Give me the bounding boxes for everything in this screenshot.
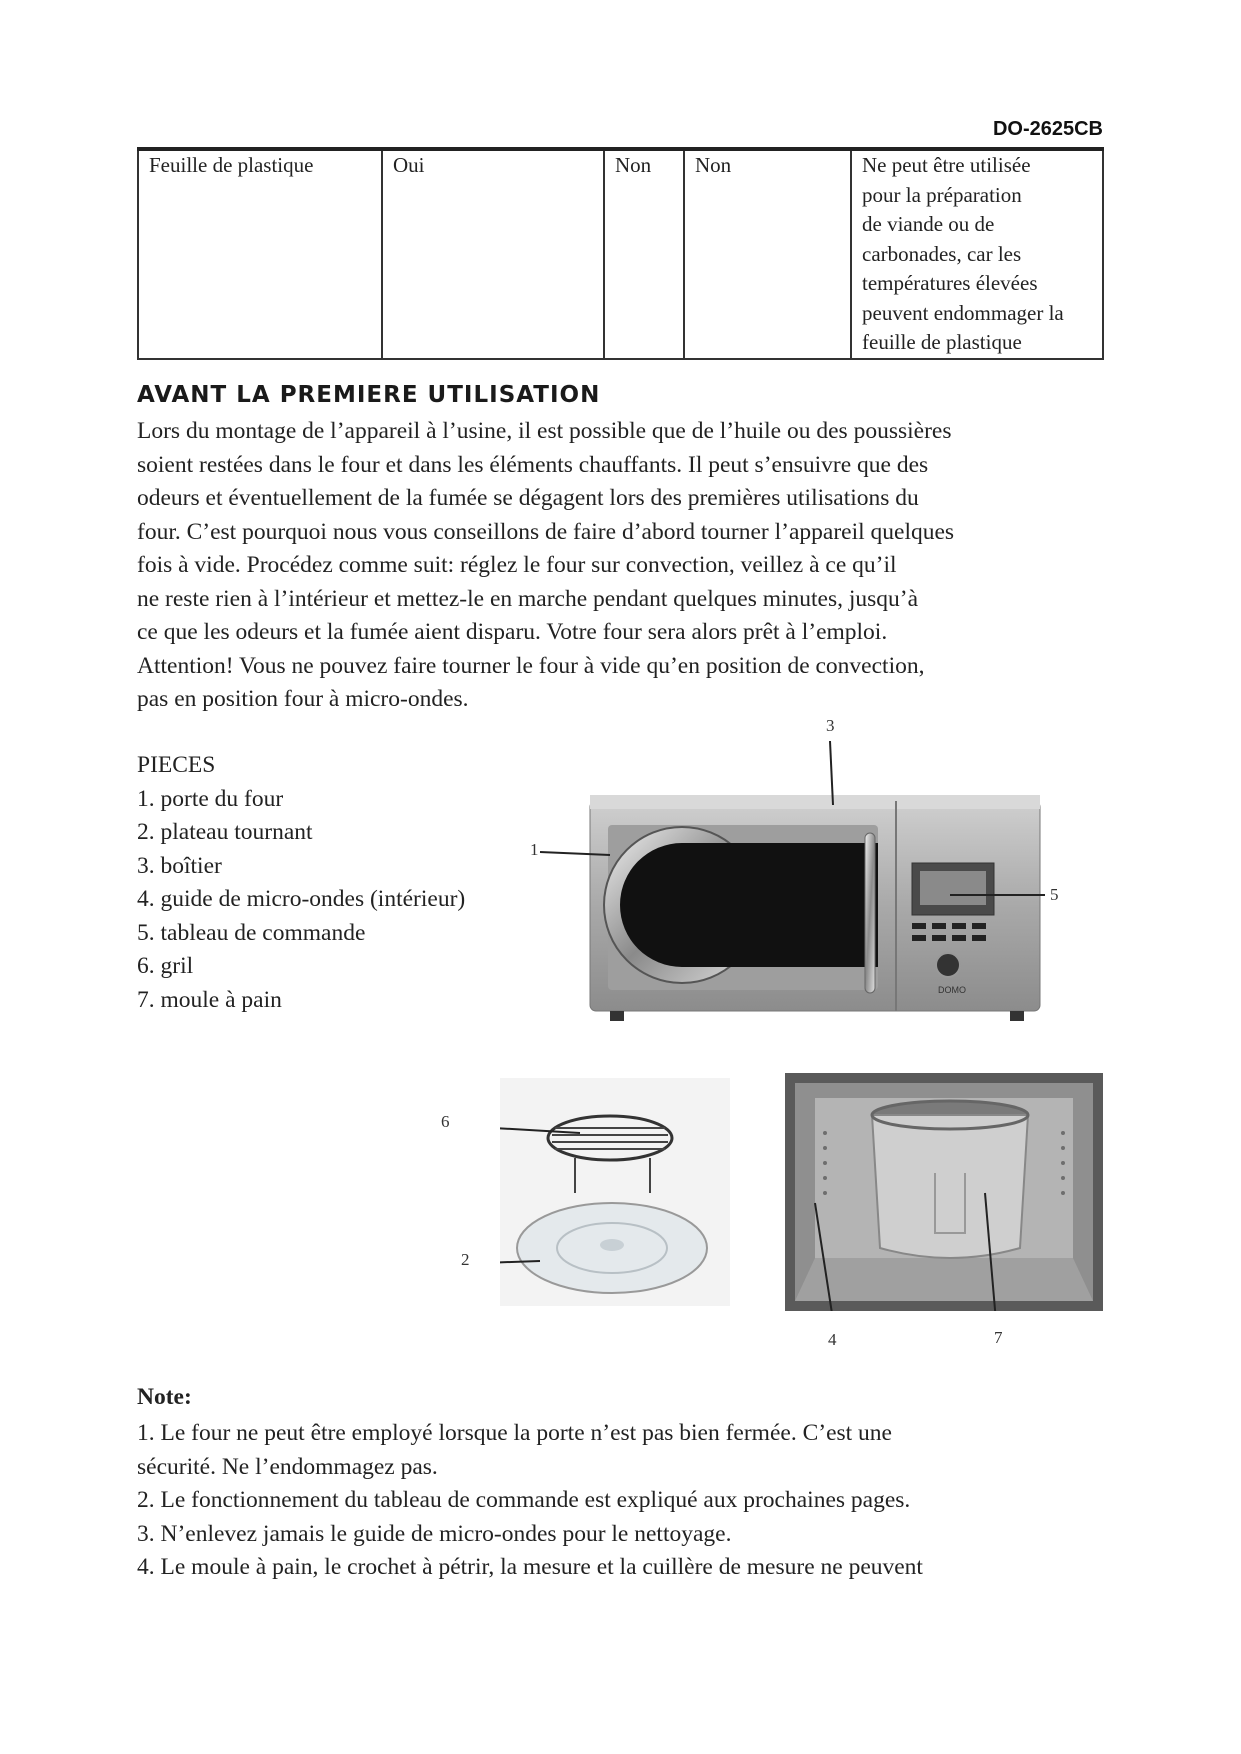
grill-cell: Non [604,151,684,359]
paragraph-line: ce que les odeurs et la fumée aient disparu. Votre four sera alors prêt à l’emploi. [137,619,888,645]
material-table [137,151,1104,360]
remark-line: feuille de plastique [862,330,1022,354]
list-item: 4. guide de micro-ondes (intérieur) [137,886,466,912]
paragraph-line: Lors du montage de l’appareil à l’usine, il est possible que de l’huile ou des poussières [137,418,952,444]
list-item: 2. plateau tournant [137,819,313,845]
paragraph-line: soient restées dans le four et dans les éléments chauffants. Il peut s’ensuivre que des [137,451,929,478]
paragraph-line: pas en position four à micro-ondes. [137,686,469,712]
table-row [138,151,1103,359]
brand-logo: DOMO [938,985,966,995]
microwave-cell: Oui [382,151,604,359]
remark-cell [851,151,1103,359]
remark-line: Ne peut être utilisée [862,153,1031,177]
list-item: 7. moule à pain [137,986,282,1013]
list-item: 6. gril [137,953,194,979]
list-item: 5. tableau de commande [137,919,366,946]
convection-cell: Non [684,151,851,359]
list-item: 1. porte du four [137,785,284,812]
bread-pan-photo [785,1073,1103,1311]
parts-title: PIECES [137,752,216,778]
material-cell: Feuille de plastique [138,151,382,359]
remark-line: carbonades, car les [862,241,1022,266]
list-item: 3. boîtier [137,852,222,879]
paragraph-line: Attention! Vous ne pouvez faire tourner le four à vide qu’en position de convection, [137,652,925,679]
section-heading: AVANT LA PREMIERE UTILISATION [137,382,601,408]
paragraph-line: four. C’est pourquoi nous vous conseillons de faire d’abord tourner l’appareil quelques [137,518,955,545]
parts-list [137,749,465,1017]
callout-7: 7 [994,1328,1003,1347]
note-line: 4. Le moule à pain, le crochet à pétrir, la mesure et la cuillère de mesure ne peuvent [137,1554,923,1580]
callout-5: 5 [1050,885,1059,904]
model-number: DO-2625CB [992,118,1103,140]
paragraph-line: ne reste rien à l’intérieur et mettez-le en marche pendant quelques minutes, jusqu’à [137,585,919,612]
note-list [137,1417,923,1585]
paragraph-line: fois à vide. Procédez comme suit: réglez le four sur convection, veillez à ce qu’il [137,552,897,578]
remark-line: peuvent endommager la [862,300,1064,325]
callout-1: 1 [530,840,539,859]
note-line: sécurité. Ne l’endommagez pas. [137,1453,438,1480]
remark-line: de viande ou de [862,212,995,236]
grill-turntable-photo [500,1078,730,1306]
note-line: 3. N’enlevez jamais le guide de micro-ondes pour le nettoyage. [137,1520,732,1547]
callout-6: 6 [441,1112,450,1131]
callout-2: 2 [461,1250,470,1269]
microwave-photo [520,715,1120,1035]
paragraph-line: odeurs et éventuellement de la fumée se dégagent lors des premières utilisations du [137,485,919,511]
note-line: 2. Le fonctionnement du tableau de commande est expliqué aux prochaines pages. [137,1487,911,1513]
callout-3: 3 [826,716,835,735]
remark-line: pour la préparation [862,182,1022,207]
intro-paragraph [137,415,1117,717]
remark-line: températures élevées [862,271,1038,295]
note-line: 1. Le four ne peut être employé lorsque la porte n’est pas bien fermée. C’est une [137,1420,892,1446]
callout-4: 4 [828,1330,837,1349]
note-title: Note: [137,1384,192,1410]
